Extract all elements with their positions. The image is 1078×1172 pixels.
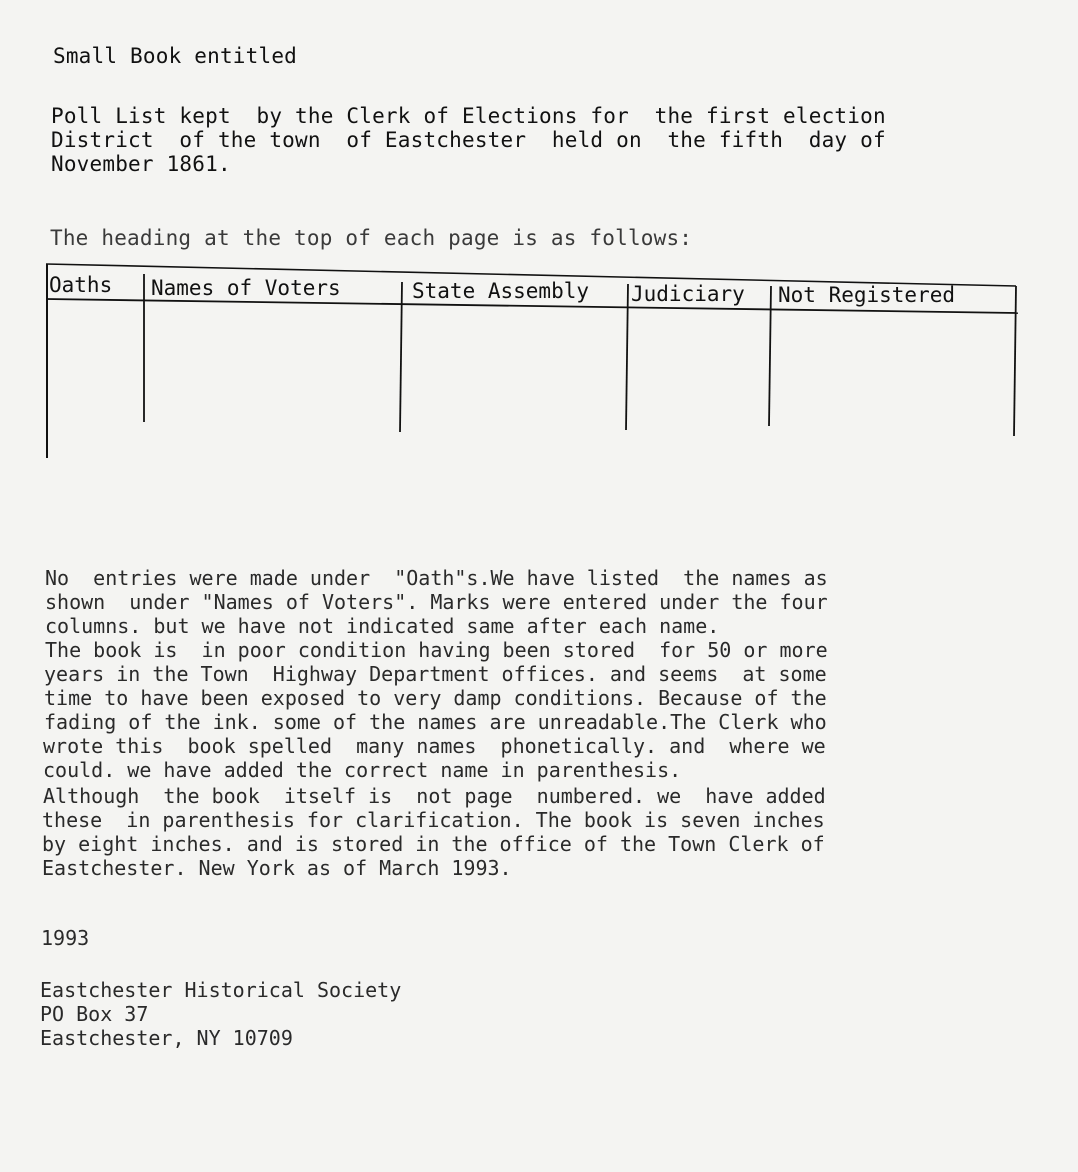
document-title: Small Book entitled xyxy=(53,44,298,68)
notes-line-9: could. we have added the correct name in parenthesis. xyxy=(43,758,682,782)
column-divider-4 xyxy=(769,286,771,426)
column-header-names-of-voters: Names of Voters xyxy=(151,276,341,300)
notes-line-1: No entries were made under "Oath"s.We have listed the names as xyxy=(45,566,828,590)
notes-line-10: Although the book itself is not page numbered. we have added xyxy=(43,784,826,808)
notes-line-12: by eight inches. and is stored in the office of the Town Clerk of xyxy=(42,832,825,856)
description-line-2: District of the town of Eastchester held on the fifth day of xyxy=(51,128,886,152)
society-po-box: PO Box 37 xyxy=(40,1002,149,1026)
notes-line-4: The book is in poor condition having been stored for 50 or more xyxy=(45,638,828,662)
heading-note: The heading at the top of each page is as follows: xyxy=(50,226,693,250)
notes-line-13: Eastchester. New York as of March 1993. xyxy=(42,856,512,880)
table-right-border xyxy=(1014,286,1016,436)
column-divider-3 xyxy=(626,284,628,430)
description-line-1: Poll List kept by the Clerk of Elections for the first election xyxy=(51,104,886,128)
footer-year: 1993 xyxy=(41,926,90,950)
notes-line-11: these in parenthesis for clarification. The book is seven inches xyxy=(42,808,825,832)
society-city: Eastchester, NY 10709 xyxy=(40,1026,293,1050)
column-header-judiciary: Judiciary xyxy=(631,282,745,306)
notes-line-7: fading of the ink. some of the names are unreadable.The Clerk who xyxy=(44,710,827,734)
notes-line-2: shown under "Names of Voters". Marks were entered under the four xyxy=(45,590,828,614)
column-header-not-registered: Not Registered xyxy=(778,283,956,307)
society-name: Eastchester Historical Society xyxy=(40,978,402,1002)
poll-list-heading-table xyxy=(46,262,1021,462)
notes-line-5: years in the Town Highway Department offices. and seems at some xyxy=(44,662,827,686)
notes-line-6: time to have been exposed to very damp conditions. Because of the xyxy=(44,686,827,710)
description-line-3: November 1861. xyxy=(51,152,231,176)
notes-line-3: columns. but we have not indicated same after each name. xyxy=(45,614,720,638)
notes-line-8: wrote this book spelled many names phonetically. and where we xyxy=(43,734,826,758)
column-header-oaths: Oaths xyxy=(49,273,113,297)
column-header-state-assembly: State Assembly xyxy=(412,279,590,303)
